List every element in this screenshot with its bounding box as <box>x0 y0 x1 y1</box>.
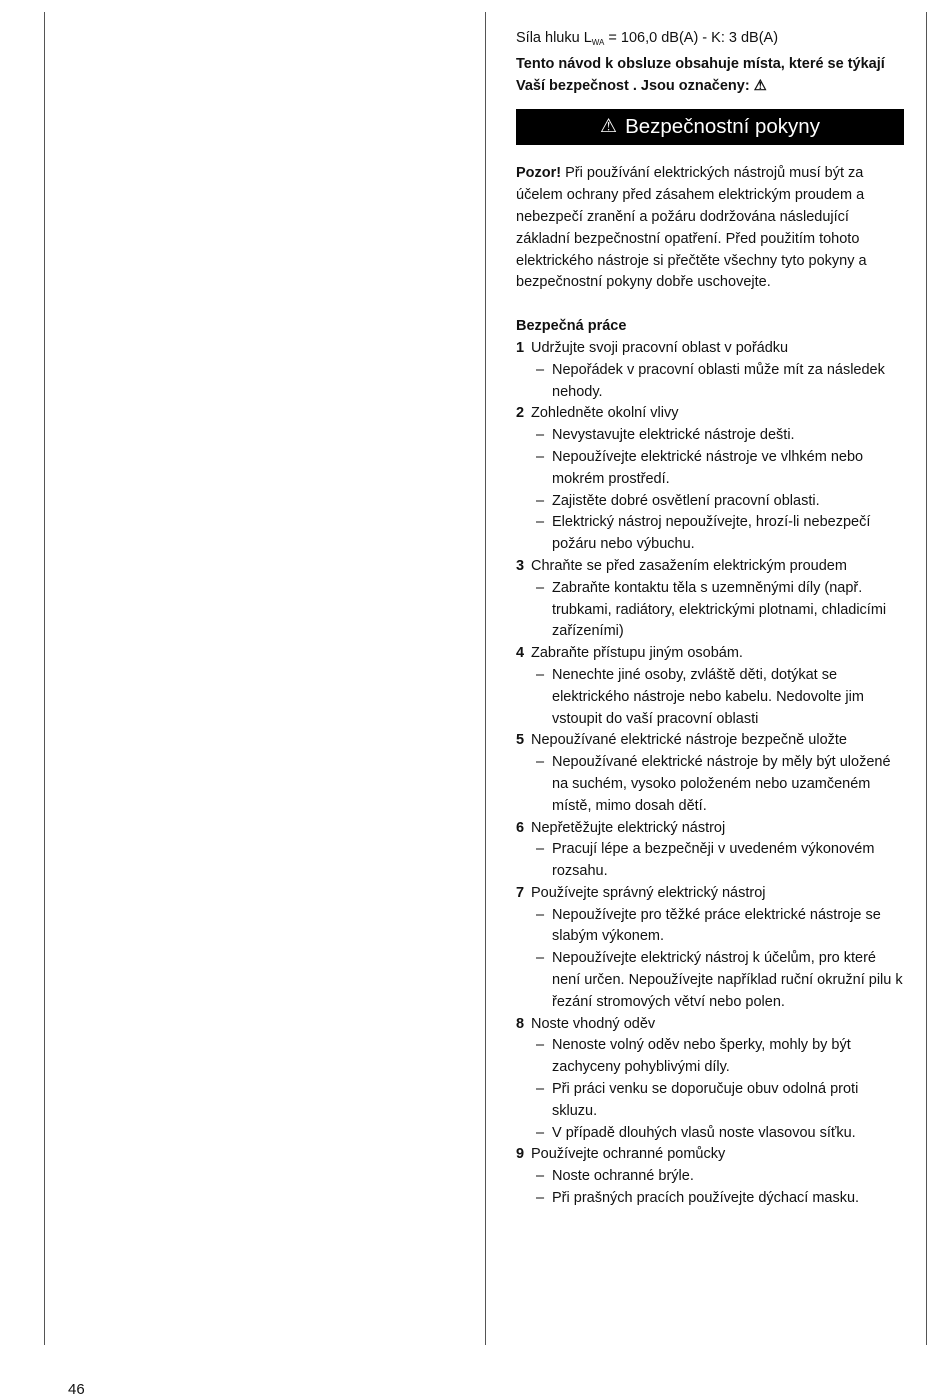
item-number: 8 <box>516 1015 525 1032</box>
sub-list-item <box>516 1123 904 1145</box>
list-item <box>516 1014 904 1036</box>
dash-bullet: – <box>536 492 545 509</box>
item-number: 5 <box>516 732 525 749</box>
sub-item-text: Noste ochranné brýle. <box>552 1168 694 1185</box>
sub-item-text: Nevystavujte elektrické nástroje dešti. <box>552 427 795 444</box>
sub-item-text: Nepoužívejte pro těžké práce elektrické nástroje se slabým výkonem. <box>552 906 881 945</box>
sub-item-text: Při práci venku se doporučuje obuv odolná proti skluzu. <box>552 1081 859 1119</box>
sub-item-text: Nepoužívejte elektrický nástroj k účelům, pro které není určen. Nepoužívejte například ruční okružní pilu k řezání stromových větví nebo polen. <box>552 950 903 1010</box>
item-number: 4 <box>516 645 525 662</box>
page-number: 46 <box>68 1381 85 1398</box>
item-number: 9 <box>516 1146 525 1163</box>
intro-lead: Pozor! <box>516 165 562 182</box>
list-item <box>516 338 904 360</box>
sub-item-text: Zajistěte dobré osvětlení pracovní oblasti. <box>552 492 820 509</box>
sub-list-item <box>516 839 904 883</box>
sub-list-item <box>516 1035 904 1079</box>
sub-list-item <box>516 512 904 556</box>
dash-bullet: – <box>536 579 545 596</box>
item-title: Používejte správný elektrický nástroj <box>531 884 766 901</box>
list-item <box>516 403 904 425</box>
list-item <box>516 730 904 752</box>
dash-bullet: – <box>536 427 545 444</box>
left-margin-rule <box>44 12 45 1345</box>
list-item <box>516 643 904 665</box>
sub-item-text: Zabraňte kontaktu těla s uzemněnými díly (např. trubkami, radiátory, elektrickými plotnami, chladicími zařízeními) <box>552 579 887 640</box>
item-title: Používejte ochranné pomůcky <box>531 1146 726 1163</box>
item-title: Nepoužívané elektrické nástroje bezpečně uložte <box>531 732 847 749</box>
sub-list-item <box>516 1166 904 1188</box>
sub-item-text: Při prašných pracích používejte dýchací masku. <box>552 1190 860 1207</box>
dash-bullet: – <box>536 666 545 683</box>
dash-bullet: – <box>536 514 545 531</box>
item-title: Chraňte se před zasažením elektrickým proudem <box>531 557 847 574</box>
list-item <box>516 1144 904 1166</box>
sub-list-item <box>516 665 904 730</box>
dash-bullet: – <box>536 906 545 923</box>
dash-bullet: – <box>536 1037 545 1054</box>
sub-list-item <box>516 1079 904 1123</box>
sub-list-item <box>516 578 904 643</box>
dash-bullet: – <box>536 1168 545 1185</box>
sub-list-item <box>516 425 904 447</box>
item-number: 7 <box>516 884 525 901</box>
banner-title: Bezpečnostní pokyny <box>625 115 820 139</box>
list-item <box>516 883 904 905</box>
intro-paragraph: Pozor! Při používání elektrických nástrojů musí být za účelem ochrany před zásahem elektrickým proudem a nebezpečí zranění a požáru dodržována následující základní bezpečnostní opatření. Před použitím tohoto elektrického nástroje si přečtěte všechny tyto pokyny a bezpečnostní pokyny dobře uschovejte. <box>516 165 867 291</box>
sub-item-text: Nenechte jiné osoby, zvláště děti, dotýkat se elektrického nástroje nebo kabelu. Nedovolte jim vstoupit do vaší pracovní oblasti <box>552 666 864 727</box>
sub-list-item <box>516 948 904 1013</box>
sub-list-item <box>516 905 904 949</box>
item-title: Nepřetěžujte elektrický nástroj <box>531 819 726 836</box>
item-number: 2 <box>516 405 525 422</box>
sub-list-item <box>516 752 904 817</box>
item-title: Udržujte svoji pracovní oblast v pořádku <box>531 339 789 356</box>
sub-list-item <box>516 447 904 491</box>
sub-list-item <box>516 491 904 513</box>
item-title: Zohledněte okolní vlivy <box>531 405 679 422</box>
right-margin-rule <box>926 12 927 1345</box>
sub-list-item <box>516 1188 904 1210</box>
item-title: Zabraňte přístupu jiným osobám. <box>531 645 743 662</box>
sub-item-text: Nepořádek v pracovní oblasti může mít za následek nehody. <box>552 361 885 400</box>
right-column <box>516 28 904 1210</box>
list-item <box>516 556 904 578</box>
dash-bullet: – <box>536 754 545 771</box>
sub-list-item <box>516 360 904 404</box>
noise-subscript: WA <box>591 38 605 47</box>
list-item <box>516 818 904 840</box>
item-number: 1 <box>516 339 525 356</box>
section-heading: Bezpečná práce <box>516 318 627 335</box>
sub-item-text: Elektrický nástroj nepoužívejte, hrozí-li nebezpečí požáru nebo výbuchu. <box>552 514 871 553</box>
dash-bullet: – <box>536 361 545 378</box>
warning-triangle-icon: ⚠ <box>600 116 618 138</box>
safety-banner <box>516 109 904 145</box>
sub-item-text: Nenoste volný oděv nebo šperky, mohly by být zachyceny pohyblivými díly. <box>552 1037 851 1076</box>
noise-level: Síla hluku $L_{WA} = 106,0$ dB(A) - K: 3 dB(A) <box>516 30 779 47</box>
dash-bullet: – <box>536 950 545 967</box>
sub-item-text: Nepoužívané elektrické nástroje by měly být uložené na suchém, vysoko položeném nebo uzamčeném místě, mimo dosah dětí. <box>552 754 891 814</box>
item-title: Noste vhodný oděv <box>531 1015 656 1032</box>
dash-bullet: – <box>536 448 545 465</box>
item-number: 6 <box>516 819 525 836</box>
dash-bullet: – <box>536 1190 545 1207</box>
sub-item-text: V případě dlouhých vlasů noste vlasovou síťku. <box>552 1124 856 1141</box>
dash-bullet: – <box>536 1124 545 1141</box>
safety-list <box>516 338 904 1210</box>
dash-bullet: – <box>536 1081 545 1098</box>
column-divider-rule <box>485 12 486 1345</box>
warning-triangle-icon: ⚠ <box>753 77 767 94</box>
item-number: 3 <box>516 557 525 574</box>
dash-bullet: – <box>536 841 545 858</box>
safety-notice: Tento návod k obsluze obsahuje místa, které se týkají Vaší bezpečnost . Jsou označeny: ⚠ <box>516 55 885 94</box>
sub-item-text: Pracují lépe a bezpečněji v uvedeném výkonovém rozsahu. <box>552 841 875 880</box>
sub-item-text: Nepoužívejte elektrické nástroje ve vlhkém nebo mokrém prostředí. <box>552 448 864 487</box>
